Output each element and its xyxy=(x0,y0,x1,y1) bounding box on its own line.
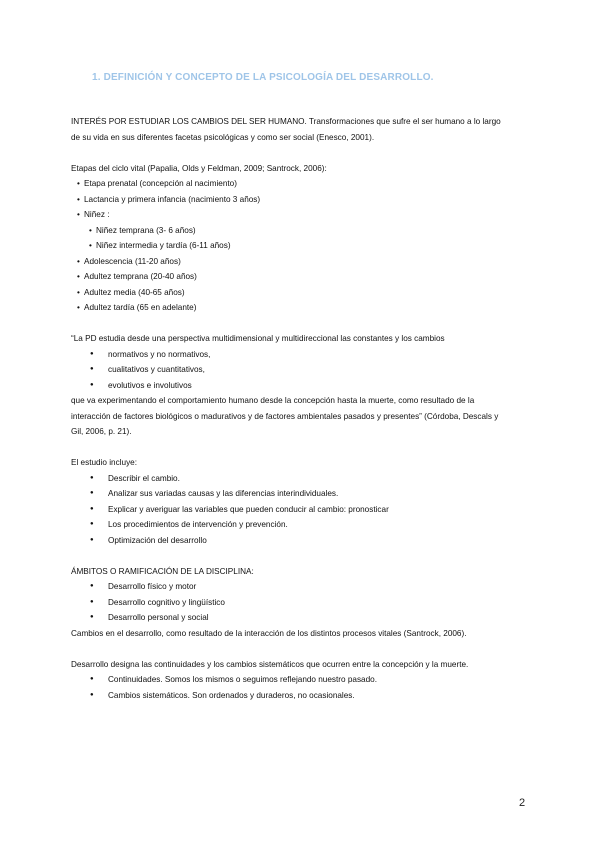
definition-line: que va experimentando el comportamiento humano desde la concepción hasta la muerte, como resultado de la xyxy=(71,396,475,405)
definition-bullet: ● evolutivos e involutivos xyxy=(71,378,549,394)
section-heading: 1. DEFINICIÓN Y CONCEPTO DE LA PSICOLOGÍA DEL DESARROLLO. xyxy=(92,72,434,83)
stage-item: • Adolescencia (11-20 años) xyxy=(77,254,549,270)
definition-line: interacción de factores biológicos o madurativos y de factores ambientales pasados y presentes” (Córdoba, Descals y xyxy=(71,411,499,421)
stage-item: • Niñez : xyxy=(77,207,549,223)
study-title: El estudio incluye: xyxy=(71,458,137,467)
area-item: ● Desarrollo físico y motor xyxy=(71,579,549,595)
definition-bullet: ● cualitativos y cuantitativos, xyxy=(71,362,549,378)
page-number: 2 xyxy=(519,797,526,809)
study-item: ● Los procedimientos de intervención y prevención. xyxy=(71,517,549,533)
stage-item: • Etapa prenatal (concepción al nacimiento) xyxy=(77,176,549,192)
stage-subitem: • Niñez temprana (3- 6 años) xyxy=(89,223,549,239)
stage-item: • Adultez tardía (65 en adelante) xyxy=(77,300,549,316)
intro-line: INTERÉS POR ESTUDIAR LOS CAMBIOS DEL SER HUMANO. Transformaciones que sufre el ser humano a lo largo xyxy=(71,117,501,126)
study-item: ● Describir el cambio. xyxy=(71,471,549,487)
areas-title: ÁMBITOS O RAMIFICACIÓN DE LA DISCIPLINA: xyxy=(71,566,254,576)
stages-title: Etapas del ciclo vital (Papalia, Olds y Feldman, 2009; Santrock, 2006): xyxy=(71,163,327,173)
stage-item: • Adultez temprana (20-40 años) xyxy=(77,269,549,285)
stage-item: • Lactancia y primera infancia (nacimiento 3 años) xyxy=(77,192,549,208)
area-item: ● Desarrollo personal y social xyxy=(71,610,549,626)
study-item: ● Analizar sus variadas causas y las diferencias interindividuales. xyxy=(71,486,549,502)
page-content xyxy=(71,114,549,703)
definition-line: Gil, 2006, p. 21). xyxy=(71,427,132,436)
study-item: ● Optimización del desarrollo xyxy=(71,533,549,549)
development-item: ● Continuidades. Somos los mismos o seguimos reflejando nuestro pasado. xyxy=(71,672,549,688)
stage-item: • Adultez media (40-65 años) xyxy=(77,285,549,301)
development-item: ● Cambios sistemáticos. Son ordenados y duraderos, no ocasionales. xyxy=(71,688,549,704)
development-title: Desarrollo designa las continuidades y los cambios sistemáticos que ocurren entre la concepción y la muerte. xyxy=(71,659,469,669)
areas-note: Cambios en el desarrollo, como resultado de la interacción de los distintos procesos vitales (Santrock, 2006). xyxy=(71,628,467,638)
study-item: ● Explicar y averiguar las variables que pueden conducir al cambio: pronosticar xyxy=(71,502,549,518)
definition-bullet: ● normativos y no normativos, xyxy=(71,347,549,363)
area-item: ● Desarrollo cognitivo y lingüístico xyxy=(71,595,549,611)
definition-line: “La PD estudia desde una perspectiva multidimensional y multidireccional las constantes y los cambios xyxy=(71,334,445,343)
intro-line: de su vida en sus diferentes facetas psicológicas y como ser social (Enesco, 2001). xyxy=(71,132,375,142)
stage-subitem: • Niñez intermedia y tardía (6-11 años) xyxy=(89,238,549,254)
